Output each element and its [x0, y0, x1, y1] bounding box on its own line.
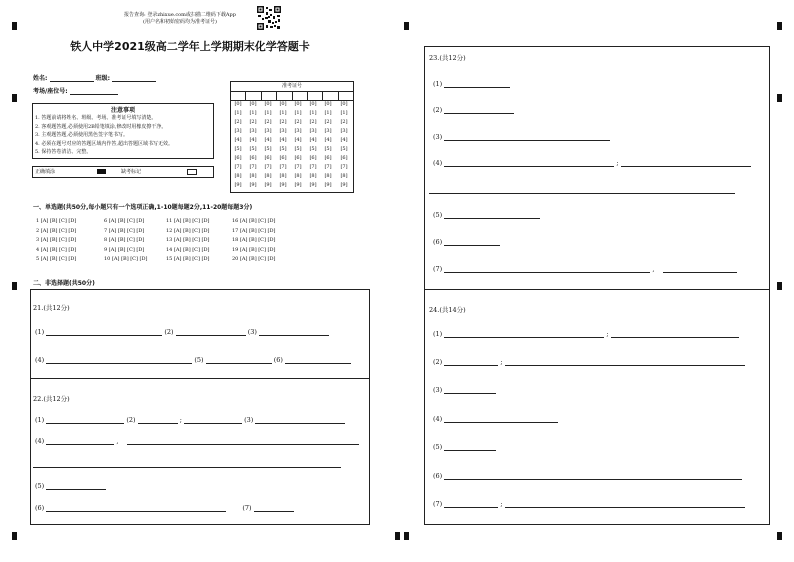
answer-line[interactable]: [46, 438, 114, 445]
q22-row: [35, 482, 106, 490]
choice-row[interactable]: 6 [A] [B] [C] [D]: [104, 218, 145, 224]
answer-line[interactable]: [444, 160, 614, 167]
choice-row[interactable]: 4 [A] [B] [C] [D]: [36, 246, 77, 253]
class-field[interactable]: [112, 75, 156, 82]
q23-comma: ,: [652, 265, 655, 273]
answer-line[interactable]: [444, 444, 496, 451]
answer-line[interactable]: [444, 331, 604, 338]
choice-row[interactable]: 11 [A] [B] [C] [D]: [166, 218, 210, 224]
answer-line[interactable]: [444, 416, 558, 423]
answer-line[interactable]: [444, 359, 498, 366]
room-label: 考场/座位号:: [33, 88, 68, 95]
class-label: 班级:: [95, 75, 110, 82]
answer-line[interactable]: [621, 160, 751, 167]
choice-row[interactable]: 14 [A] [B] [C] [D]: [166, 246, 210, 253]
q22-sep: ;: [179, 416, 182, 424]
answer-line[interactable]: [259, 329, 329, 336]
q22-box: [30, 378, 370, 525]
alignment-mark: [404, 532, 409, 540]
choice-column: [232, 217, 275, 265]
q22-label: (7): [242, 504, 252, 512]
q22-row: [35, 437, 359, 445]
choice-row[interactable]: 10 [A] [B] [C] [D]: [104, 256, 148, 262]
q22-label: (1): [35, 416, 45, 424]
answer-line[interactable]: [444, 107, 514, 114]
id-column[interactable]: [0] [1] [2] [3] [4] [5] [6] [7] [8] [9]: [234, 101, 242, 188]
answer-line[interactable]: [611, 331, 739, 338]
q23-row: [433, 265, 737, 273]
q23-label: (1): [433, 80, 443, 88]
q24-row: [433, 415, 558, 423]
q23-row: [433, 133, 610, 141]
q24-row: [433, 358, 745, 366]
q23-label: (5): [433, 211, 443, 219]
correct-fill-label: 正确填涂: [35, 169, 56, 175]
q22-title: 22.(共12分): [33, 395, 70, 403]
id-column[interactable]: [0] [1] [2] [3] [4] [5] [6] [7] [8] [9]: [309, 101, 317, 188]
q23-label: (2): [433, 106, 443, 114]
q22-label: (3): [244, 416, 254, 424]
q24-title: 24.(共14分): [429, 306, 466, 314]
alignment-mark: [395, 532, 400, 540]
choice-row[interactable]: 13 [A] [B] [C] [D]: [166, 237, 210, 243]
answer-line[interactable]: [46, 417, 124, 424]
q23-label: (3): [433, 133, 443, 141]
q24-box: [424, 289, 770, 525]
q24-label: (5): [433, 443, 443, 451]
choice-column: [104, 217, 147, 265]
q24-label: (3): [433, 386, 443, 394]
q21-title: 21.(共12分): [33, 304, 70, 312]
choice-row[interactable]: 12 [A] [B] [C] [D]: [166, 227, 210, 234]
q23-row: [433, 159, 751, 167]
q22-row: [35, 416, 345, 424]
answer-line[interactable]: [285, 357, 351, 364]
q24-row: [433, 500, 745, 508]
q24-sep: ;: [500, 358, 503, 366]
id-column[interactable]: [0] [1] [2] [3] [4] [5] [6] [7] [8] [9]: [324, 101, 332, 188]
answer-line[interactable]: [46, 329, 162, 336]
q22-label: (2): [126, 416, 136, 424]
fill-sample-box: [32, 166, 214, 178]
q21-label: (4): [35, 356, 45, 364]
alignment-mark: [777, 532, 782, 540]
answer-line[interactable]: [184, 417, 242, 424]
answer-line[interactable]: [444, 81, 510, 88]
choice-row[interactable]: 3 [A] [B] [C] [D]: [36, 237, 77, 243]
answer-line[interactable]: [444, 473, 742, 480]
absent-mark-label: 缺考标记: [121, 169, 142, 175]
choice-column: [36, 217, 76, 265]
notice-box: [32, 103, 214, 159]
q24-sep: ;: [606, 330, 609, 338]
alignment-mark: [777, 282, 782, 290]
q21-label: (5): [194, 356, 204, 364]
choice-row[interactable]: 2 [A] [B] [C] [D]: [36, 227, 77, 234]
q21-label: (3): [247, 328, 257, 336]
q22-label: (4): [35, 437, 45, 445]
section2-title: 二、非选择题(共50分): [33, 280, 95, 287]
q24-label: (1): [433, 330, 443, 338]
answer-line[interactable]: [444, 387, 496, 394]
q23-box: [424, 46, 770, 290]
report-tip: [110, 12, 250, 26]
answer-line[interactable]: [444, 212, 540, 219]
exam-id-label: 准考证号: [231, 82, 353, 92]
q24-label: (2): [433, 358, 443, 366]
answer-line[interactable]: [46, 483, 106, 490]
q24-row: [433, 472, 742, 480]
answer-line[interactable]: [46, 505, 226, 512]
answer-line[interactable]: [254, 505, 294, 512]
answer-line[interactable]: [46, 357, 192, 364]
alignment-mark: [12, 22, 17, 30]
notice-item: 1. 答题前请将姓名、班级、考场、准考证号填写清楚。: [35, 115, 157, 121]
q21-label: (1): [35, 328, 45, 336]
answer-line[interactable]: [444, 134, 610, 141]
q24-row: [433, 443, 496, 451]
q24-sep: ;: [500, 500, 503, 508]
notice-title: 注意事项: [110, 107, 135, 114]
q23-label: (7): [433, 265, 443, 273]
q23-label: (4): [433, 159, 443, 167]
q23-row: [433, 80, 510, 88]
choice-row[interactable]: 18 [A] [B] [C] [D]: [232, 237, 276, 243]
id-column[interactable]: [0] [1] [2] [3] [4] [5] [6] [7] [8] [9]: [249, 101, 257, 188]
choice-row[interactable]: 1 [A] [B] [C] [D]: [36, 218, 77, 224]
q24-label: (4): [433, 415, 443, 423]
answer-line[interactable]: [663, 266, 737, 273]
alignment-mark: [777, 22, 782, 30]
qr-code-icon: [256, 5, 282, 31]
choice-row[interactable]: 16 [A] [B] [C] [D]: [232, 218, 276, 224]
q21-label: (6): [273, 356, 283, 364]
alignment-mark: [777, 94, 782, 102]
q24-label: (6): [433, 472, 443, 480]
q22-label: (6): [35, 504, 45, 512]
q21-row: [35, 328, 329, 336]
alignment-mark: [12, 94, 17, 102]
exam-id-columns: [231, 100, 353, 192]
q23-row: [433, 211, 540, 219]
q23-sep: ;: [616, 159, 619, 167]
answer-line[interactable]: [444, 266, 650, 273]
answer-line[interactable]: [33, 467, 341, 468]
notice-list: [33, 114, 213, 157]
q22-row: [35, 504, 294, 512]
choice-row[interactable]: 9 [A] [B] [C] [D]: [104, 246, 145, 253]
q21-label: (2): [164, 328, 174, 336]
report-tip-line1: 报告查询: 登录zhixue.com或扫描二维码下载App: [124, 12, 236, 18]
name-label: 姓名:: [33, 75, 48, 82]
student-info: [33, 73, 156, 99]
alignment-mark: [12, 282, 17, 290]
answer-line[interactable]: [176, 329, 246, 336]
q21-box: [30, 289, 370, 379]
choice-row[interactable]: 8 [A] [B] [C] [D]: [104, 237, 145, 243]
q23-title: 23.(共12分): [429, 54, 466, 62]
choice-row[interactable]: 20 [A] [B] [C] [D]: [232, 256, 276, 262]
q22-label: (5): [35, 482, 45, 490]
page-title: 铁人中学2021级高二学年上学期期末化学答题卡: [70, 40, 310, 53]
id-column[interactable]: [0] [1] [2] [3] [4] [5] [6] [7] [8] [9]: [264, 101, 272, 188]
answer-line[interactable]: [444, 501, 498, 508]
q24-row: [433, 330, 739, 338]
choice-row[interactable]: 17 [A] [B] [C] [D]: [232, 227, 276, 234]
name-field[interactable]: [50, 75, 94, 82]
report-tip-line2: (用户名和初始密码均为准考证号): [143, 19, 217, 25]
q21-row: [35, 356, 351, 364]
answer-line[interactable]: [505, 359, 745, 366]
id-column[interactable]: [0] [1] [2] [3] [4] [5] [6] [7] [8] [9]: [279, 101, 287, 188]
section1-title: 一、单选题(共50分,每小题只有一个选项正确,1-10题每题2分,11-20题每题3分): [33, 204, 253, 211]
choice-row[interactable]: 15 [A] [B] [C] [D]: [166, 256, 210, 262]
choice-row[interactable]: 7 [A] [B] [C] [D]: [104, 227, 145, 234]
room-field[interactable]: [70, 88, 118, 95]
answer-line[interactable]: [138, 417, 178, 424]
answer-line[interactable]: [206, 357, 272, 364]
choice-column: [166, 217, 209, 265]
alignment-mark: [404, 22, 409, 30]
notice-item: 5. 保持答卷清洁、完整。: [35, 149, 92, 155]
q23-label: (6): [433, 238, 443, 246]
id-column[interactable]: [0] [1] [2] [3] [4] [5] [6] [7] [8] [9]: [294, 101, 302, 188]
choice-row[interactable]: 19 [A] [B] [C] [D]: [232, 246, 276, 253]
q23-row: [433, 238, 500, 246]
answer-line[interactable]: [444, 239, 500, 246]
id-column[interactable]: [0] [1] [2] [3] [4] [5] [6] [7] [8] [9]: [340, 101, 348, 188]
notice-item: 3. 主观题答题,必须使用黑色签字笔书写。: [35, 132, 128, 138]
exam-id-grid: [230, 81, 354, 193]
alignment-mark: [12, 532, 17, 540]
answer-line[interactable]: [255, 417, 345, 424]
notice-item: 2. 客观题答题,必须使用2B铅笔填涂,修改时用橡皮擦干净。: [35, 123, 167, 130]
notice-item: 4. 必须在题号对应的答题区域内作答,超出答题区域书写无效。: [35, 140, 173, 147]
answer-line[interactable]: [429, 193, 735, 194]
q24-row: [433, 386, 496, 394]
answer-line[interactable]: [127, 438, 359, 445]
choice-row[interactable]: 5 [A] [B] [C] [D]: [36, 256, 77, 262]
absent-mark-box[interactable]: [187, 169, 197, 175]
q24-label: (7): [433, 500, 443, 508]
answer-line[interactable]: [505, 501, 745, 508]
q23-row: [433, 106, 514, 114]
correct-fill-sample: [97, 169, 106, 174]
q22-comma: ,: [116, 437, 119, 445]
